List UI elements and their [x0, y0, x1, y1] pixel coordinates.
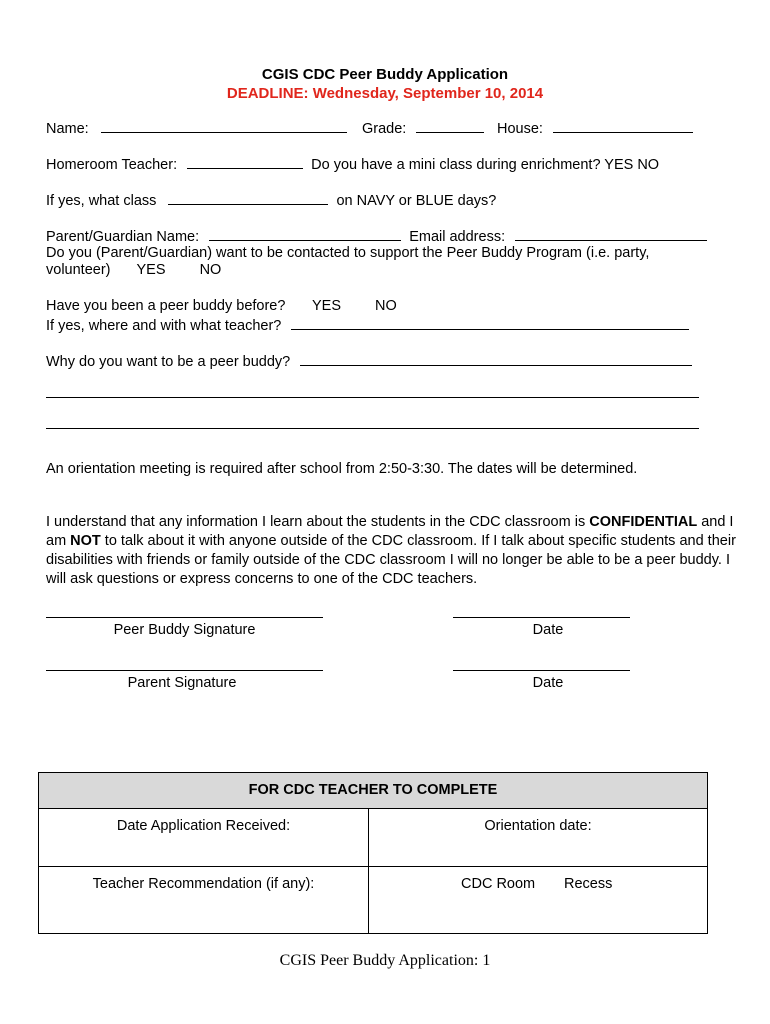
class-row	[46, 190, 496, 210]
why-answer-line[interactable]	[46, 397, 699, 398]
why-answer-line[interactable]	[46, 428, 699, 429]
mini-class-question: Do you have a mini class during enrichment? YES NO	[311, 157, 660, 173]
where-teacher-label: If yes, where and with what teacher?	[46, 318, 282, 334]
contact-question: Do you (Parent/Guardian) want to be contacted to support the Peer Buddy Program (i.e. party,	[46, 245, 650, 261]
peer-buddy-signature-line[interactable]	[46, 617, 323, 618]
name-label: Name:	[46, 121, 89, 137]
why-row	[46, 351, 692, 371]
orientation-date-cell[interactable]: Orientation date:	[484, 818, 592, 834]
name-field[interactable]	[101, 118, 347, 133]
name-row	[46, 118, 347, 138]
parent-name-field[interactable]	[209, 226, 401, 241]
homeroom-field[interactable]	[187, 154, 303, 169]
confidentiality-part3: to talk about it with anyone outside of the CDC classroom. If I talk about specific students and their disabilities with friends or family outside of the CDC classroom I will no longer be able to be a peer buddy. I will ask questions or express concerns to one of the CDC teachers.	[46, 533, 736, 587]
where-teacher-row	[46, 315, 689, 335]
contact-yes-option[interactable]: YES	[136, 262, 166, 278]
email-field[interactable]	[515, 226, 707, 241]
been-buddy-row	[46, 297, 285, 315]
teacher-table	[38, 772, 708, 934]
where-teacher-field[interactable]	[291, 315, 689, 330]
page-footer: CGIS Peer Buddy Application: 1	[279, 952, 491, 969]
homeroom-label: Homeroom Teacher:	[46, 157, 178, 173]
grade-row	[362, 118, 484, 138]
class-label: If yes, what class	[46, 193, 157, 209]
confidential-word: CONFIDENTIAL	[589, 514, 698, 530]
not-word: NOT	[70, 533, 101, 549]
deadline-text: DEADLINE: Wednesday, September 10, 2014	[226, 85, 544, 102]
house-field[interactable]	[553, 118, 693, 133]
why-field[interactable]	[300, 351, 692, 366]
been-buddy-no-option[interactable]: NO	[375, 298, 397, 314]
parent-signature-line[interactable]	[46, 670, 323, 671]
peer-buddy-date-line[interactable]	[453, 617, 630, 618]
peer-buddy-signature-label: Peer Buddy Signature	[113, 622, 256, 638]
parent-date-label: Date	[532, 675, 564, 691]
confidentiality-part2: and I am	[46, 514, 734, 549]
class-field[interactable]	[168, 190, 328, 205]
form-title: CGIS CDC Peer Buddy Application	[261, 66, 509, 83]
cdc-room-option[interactable]: CDC Room	[461, 876, 536, 892]
parent-name-label: Parent/Guardian Name:	[46, 229, 200, 245]
house-row	[497, 118, 693, 138]
why-label: Why do you want to be a peer buddy?	[46, 354, 291, 370]
grade-label: Grade:	[362, 121, 407, 137]
parent-date-line[interactable]	[453, 670, 630, 671]
been-buddy-question: Have you been a peer buddy before?	[46, 298, 286, 314]
recess-option[interactable]: Recess	[564, 876, 613, 892]
email-label: Email address:	[409, 229, 506, 245]
orientation-note: An orientation meeting is required after school from 2:50-3:30. The dates will be determined.	[46, 461, 638, 477]
table-row-divider	[39, 866, 707, 867]
recommendation-cell[interactable]: Teacher Recommendation (if any):	[92, 876, 315, 892]
contact-question-cont: volunteer)	[46, 262, 111, 278]
peer-buddy-date-label: Date	[532, 622, 564, 638]
teacher-table-heading: FOR CDC TEACHER TO COMPLETE	[39, 773, 707, 809]
been-buddy-yes-option[interactable]: YES	[312, 298, 342, 314]
confidentiality-part1: I understand that any information I learn about the students in the CDC classroom is	[46, 514, 590, 530]
contact-no-option[interactable]: NO	[199, 262, 222, 278]
grade-field[interactable]	[416, 118, 484, 133]
navy-blue-text: on NAVY or BLUE days?	[336, 193, 497, 209]
homeroom-row	[46, 154, 659, 174]
parent-row	[46, 226, 707, 246]
parent-signature-label: Parent Signature	[127, 675, 237, 691]
date-received-cell[interactable]: Date Application Received:	[116, 818, 291, 834]
contact-answer-row	[46, 261, 221, 279]
confidentiality-paragraph	[46, 513, 736, 589]
house-label: House:	[497, 121, 543, 137]
